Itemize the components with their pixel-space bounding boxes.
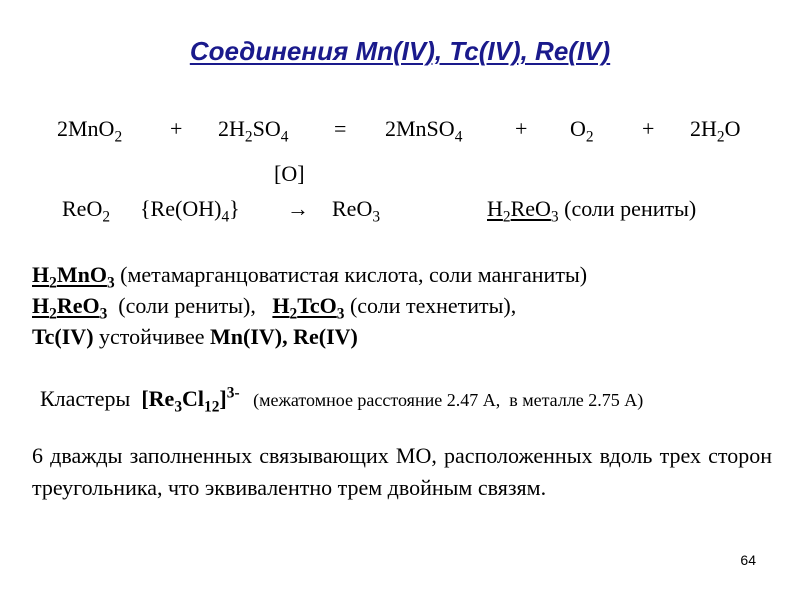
acids-line-3: Tc(IV) устойчивее Mn(IV), Re(IV) xyxy=(32,324,358,349)
re-oh4-formula: $\{Re(OH)_4\}$ xyxy=(140,196,240,226)
equation-equals: = xyxy=(334,116,347,141)
reo3-formula: ReO$_3$ xyxy=(332,196,381,226)
page-number: 64 xyxy=(740,552,756,568)
equation-plus-2: + xyxy=(515,116,528,141)
equation-plus-1: + xyxy=(170,116,183,141)
arrow-icon: → xyxy=(287,196,309,221)
acids-line-1: $H_2MnO_3$ (метамарганцоватистая кислота, соли манганиты) xyxy=(32,262,588,292)
equation-term-4: $O_2$ xyxy=(570,116,594,146)
reo2-formula: ReO$_2$ xyxy=(62,196,111,226)
acids-line-2: $H_2ReO_3$ (соли рениты), $H_2TcO_3$ (соли технетиты), xyxy=(32,293,517,323)
equation-term-5: $2H_2O$ xyxy=(690,116,741,146)
rhenite-acid-note: $H_2ReO_3$ (соли рениты) xyxy=(487,196,697,226)
slide-title: Соединения Mn(IV), Tc(IV), Re(IV) xyxy=(189,36,611,66)
equation-term-3: 2MnSO$_4$ xyxy=(385,116,463,146)
mo-description: 6 дважды заполненных связывающих МО, расположенных вдоль трех сторон треугольника, что эквивалентно трем двойным связям. xyxy=(32,443,772,500)
equation-term-2: $2H_2SO_4$ xyxy=(218,116,289,146)
equation-term-1: 2MnO$_2$ xyxy=(57,116,123,146)
equation-plus-3: + xyxy=(642,116,655,141)
oxidation-label: [O] xyxy=(274,161,305,186)
clusters-line: Кластеры $[Re_3Cl_{12}]^{3-}$ (межатомное расстояние 2.47 А, в металле 2.75 А) xyxy=(40,384,644,416)
